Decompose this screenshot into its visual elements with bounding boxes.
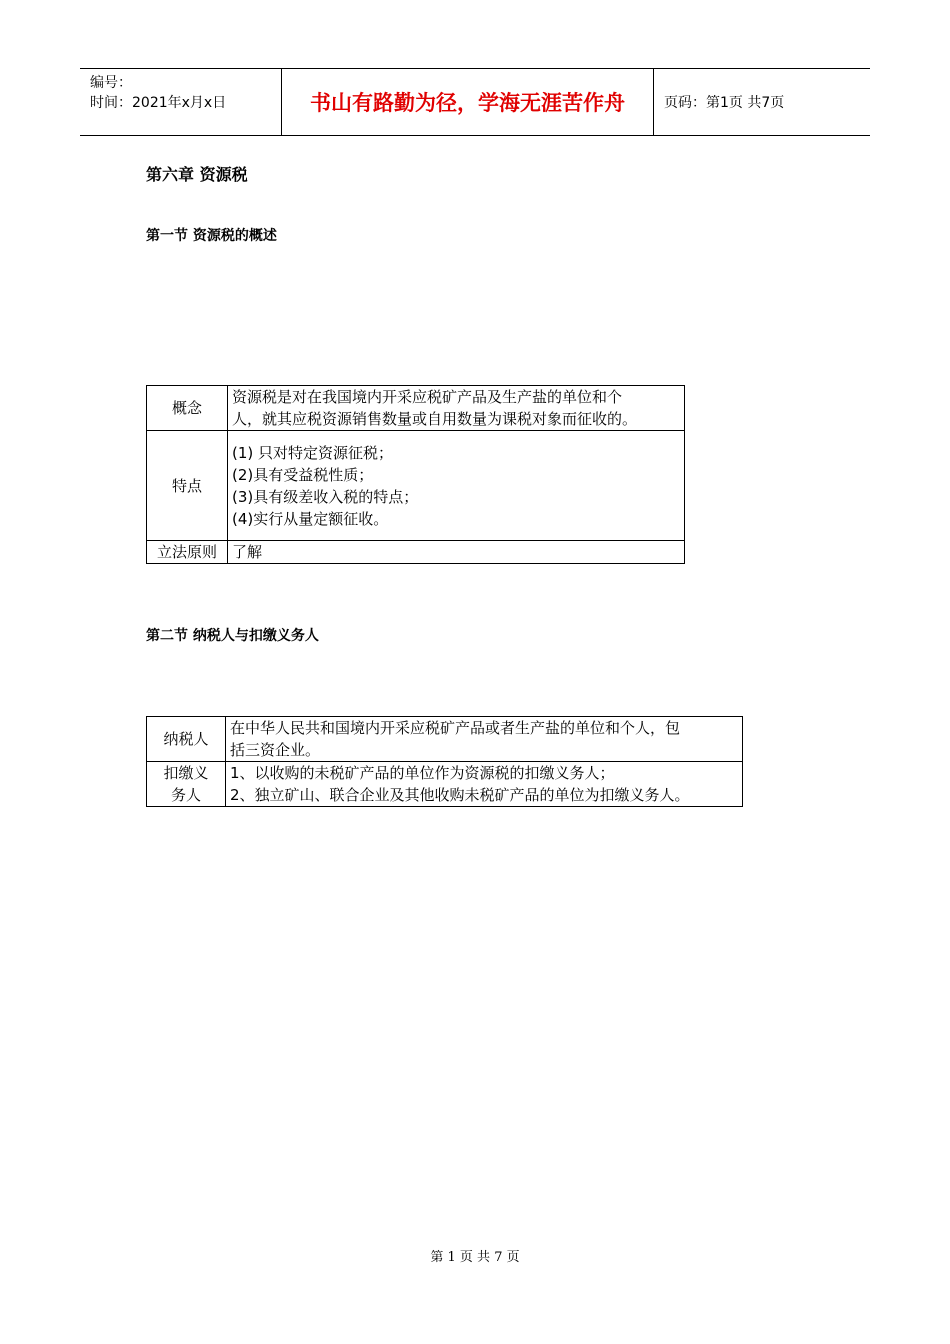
chapter-title: 第六章 资源税 xyxy=(146,165,248,184)
row-label: 概念 xyxy=(147,386,228,431)
document-header xyxy=(80,68,870,136)
table-row xyxy=(147,431,685,541)
row-content xyxy=(226,762,743,807)
page-footer: 第 1 页 共 7 页 xyxy=(430,1250,520,1265)
content-line: 资源税是对在我国境内开采应税矿产品及生产盐的单位和个 xyxy=(232,388,623,406)
header-page-info: 页码：第1页 共7页 xyxy=(664,95,785,111)
content-line: (2)具有受益税性质； xyxy=(232,465,374,484)
content-line: (1) 只对特定资源征税； xyxy=(232,443,394,462)
label-line: 纳税人 xyxy=(163,730,209,748)
number-label: 编号： xyxy=(90,75,132,91)
content-line: 人，就其应税资源销售数量或自用数量为课税对象而征收的。 xyxy=(232,410,638,428)
header-motto: 书山有路勤为径，学海无涯苦作舟 xyxy=(282,69,654,135)
row-label xyxy=(147,762,226,807)
section1-title: 第一节 资源税的概述 xyxy=(146,228,277,244)
header-meta xyxy=(80,69,282,135)
table-row xyxy=(147,541,685,564)
content-line: 1、以收购的未税矿产品的单位作为资源税的扣缴义务人； xyxy=(230,764,615,782)
row-content xyxy=(226,717,743,762)
content-line: (3)具有级差收入税的特点； xyxy=(232,487,419,506)
label-line: 务人 xyxy=(170,786,201,804)
row-label: 特点 xyxy=(147,431,228,541)
overview-table xyxy=(146,385,685,564)
row-content: 了解 xyxy=(228,541,685,564)
content-line: 2、独立矿山、联合企业及其他收购未税矿产品的单位为扣缴义务人。 xyxy=(230,786,690,804)
row-content xyxy=(228,386,685,431)
taxpayer-table xyxy=(146,716,743,807)
content-line: 在中华人民共和国境内开采应税矿产品或者生产盐的单位和个人，包 xyxy=(230,719,681,737)
table-row xyxy=(147,717,743,762)
row-label xyxy=(147,717,226,762)
table-row xyxy=(147,386,685,431)
label-line: 扣缴义 xyxy=(163,764,209,782)
row-content xyxy=(228,431,685,541)
content-line: (4)实行从量定额征收。 xyxy=(232,509,389,528)
row-label: 立法原则 xyxy=(147,541,228,564)
time-label: 时间：2021年x月x日 xyxy=(90,95,227,111)
content-line: 括三资企业。 xyxy=(230,741,321,759)
table-row xyxy=(147,762,743,807)
section2-title: 第二节 纳税人与扣缴义务人 xyxy=(146,628,319,644)
